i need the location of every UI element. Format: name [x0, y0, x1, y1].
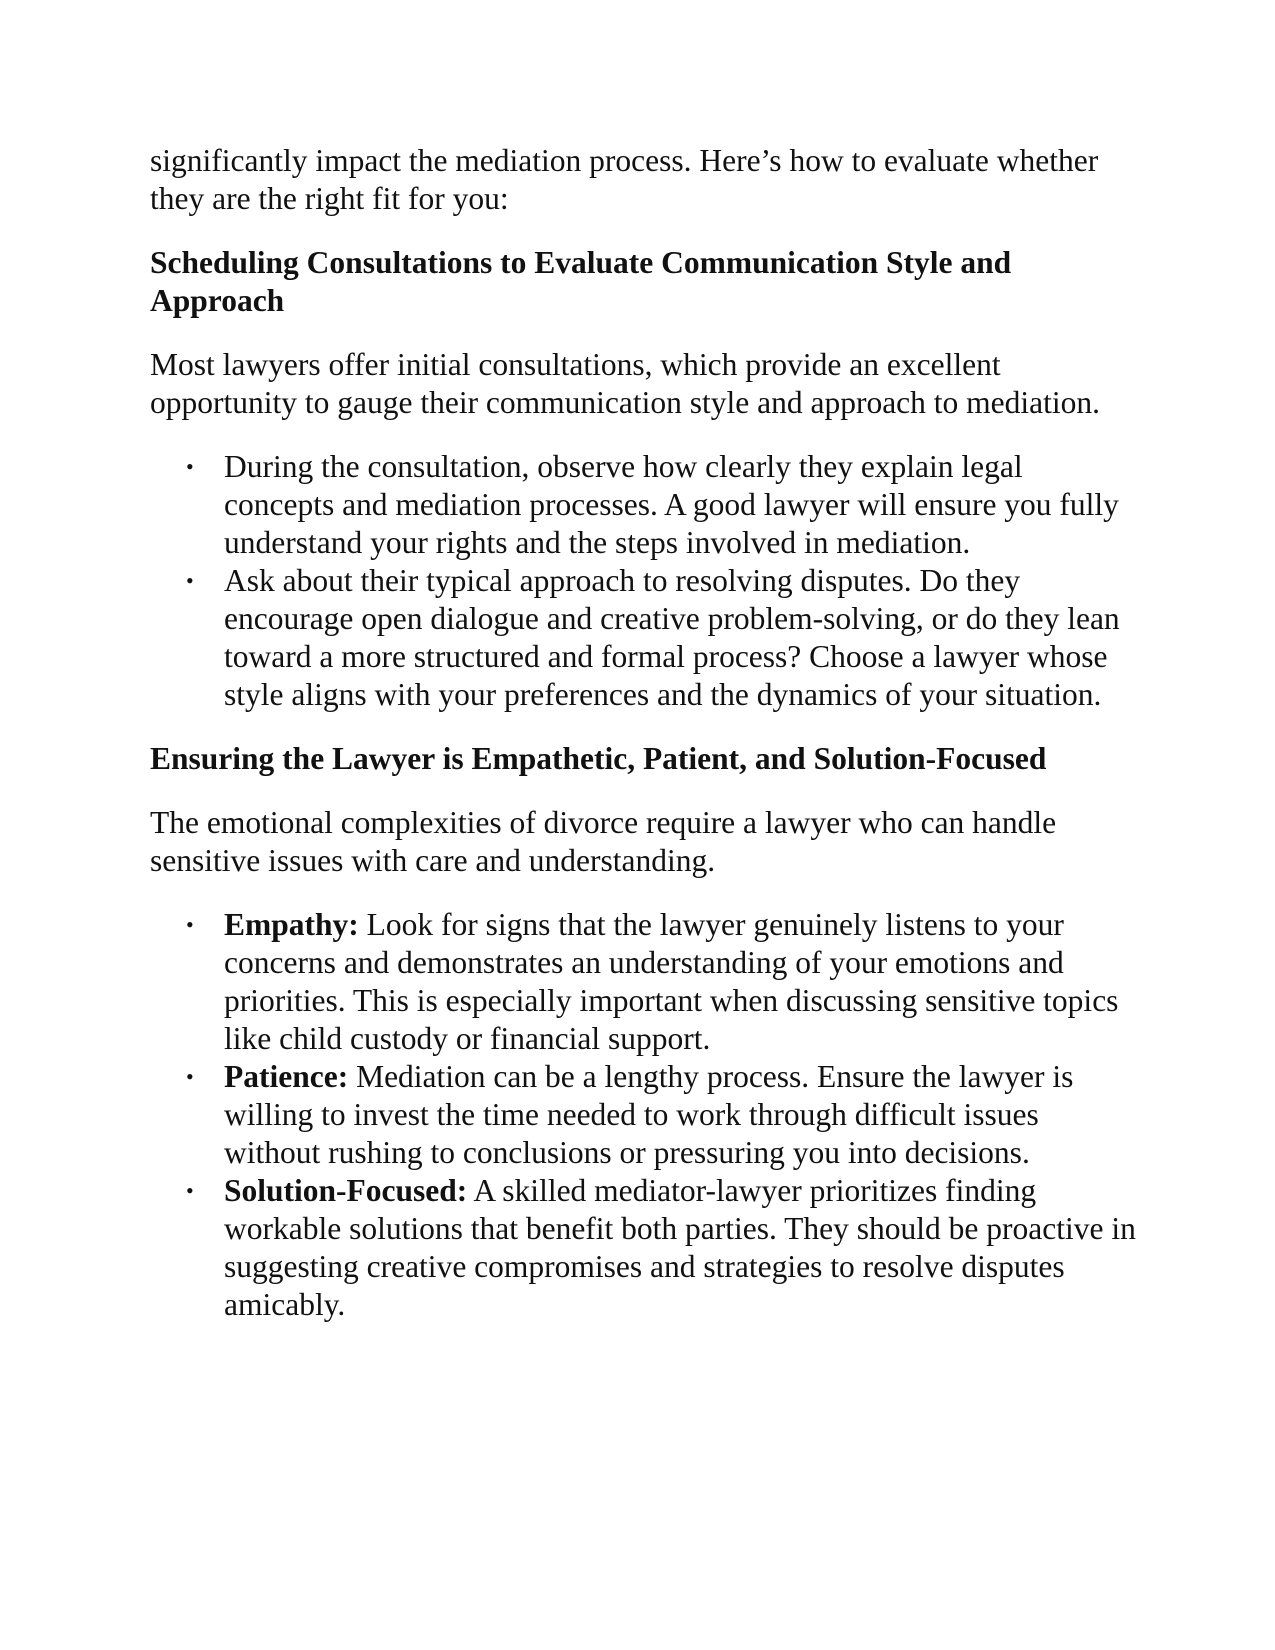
list-item	[150, 1058, 1140, 1172]
consultations-bullet-list	[150, 448, 1140, 714]
bullet-icon: •	[186, 1064, 194, 1089]
consultations-paragraph: Most lawyers offer initial consultations, which provide an excellent opportunity to gauge their communication style and approach to mediation.	[150, 347, 1101, 420]
document-page	[150, 142, 1140, 1324]
bullet-icon: •	[186, 454, 194, 479]
list-item-text: During the consultation, observe how clearly they explain legal concepts and mediation processes. A good lawyer will ensure you fully understand your rights and the steps involved in mediation.	[224, 449, 1119, 560]
list-item-text: Ask about their typical approach to resolving disputes. Do they encourage open dialogue and creative problem-solving, or do they lean toward a more structured and formal process? Choose a lawyer whose style aligns with your preferences and the dynamics of your situation.	[224, 563, 1120, 712]
bullet-icon: •	[186, 912, 194, 937]
list-item-term: Patience:	[224, 1059, 349, 1094]
bullet-icon: •	[186, 568, 194, 593]
qualities-bullet-list	[150, 906, 1140, 1324]
list-item-text: Look for signs that the lawyer genuinely listens to your concerns and demonstrates an understanding of your emotions and priorities. This is especially important when discussing sensitive topics like child custody or financial support.	[224, 907, 1119, 1056]
list-item-text: Mediation can be a lengthy process. Ensure the lawyer is willing to invest the time needed to work through difficult issues without rushing to conclusions or pressuring you into decisions.	[224, 1059, 1074, 1170]
section-heading-consultations: Scheduling Consultations to Evaluate Communication Style and Approach	[150, 245, 1012, 318]
list-item-term: Empathy:	[224, 907, 359, 942]
list-item-term: Solution-Focused:	[224, 1173, 468, 1208]
section-heading-empathetic: Ensuring the Lawyer is Empathetic, Patient, and Solution-Focused	[150, 741, 1047, 776]
list-item	[150, 906, 1140, 1058]
list-item	[150, 448, 1140, 562]
list-item-text: A skilled mediator-lawyer prioritizes finding workable solutions that benefit both parties. They should be proactive in suggesting creative compromises and strategies to resolve disputes amicably.	[224, 1173, 1136, 1322]
list-item	[150, 562, 1140, 714]
list-item	[150, 1172, 1140, 1324]
bullet-icon: •	[186, 1178, 194, 1203]
intro-paragraph: significantly impact the mediation process. Here’s how to evaluate whether they are the right fit for you:	[150, 143, 1099, 216]
empathetic-paragraph: The emotional complexities of divorce require a lawyer who can handle sensitive issues with care and understanding.	[150, 805, 1057, 878]
